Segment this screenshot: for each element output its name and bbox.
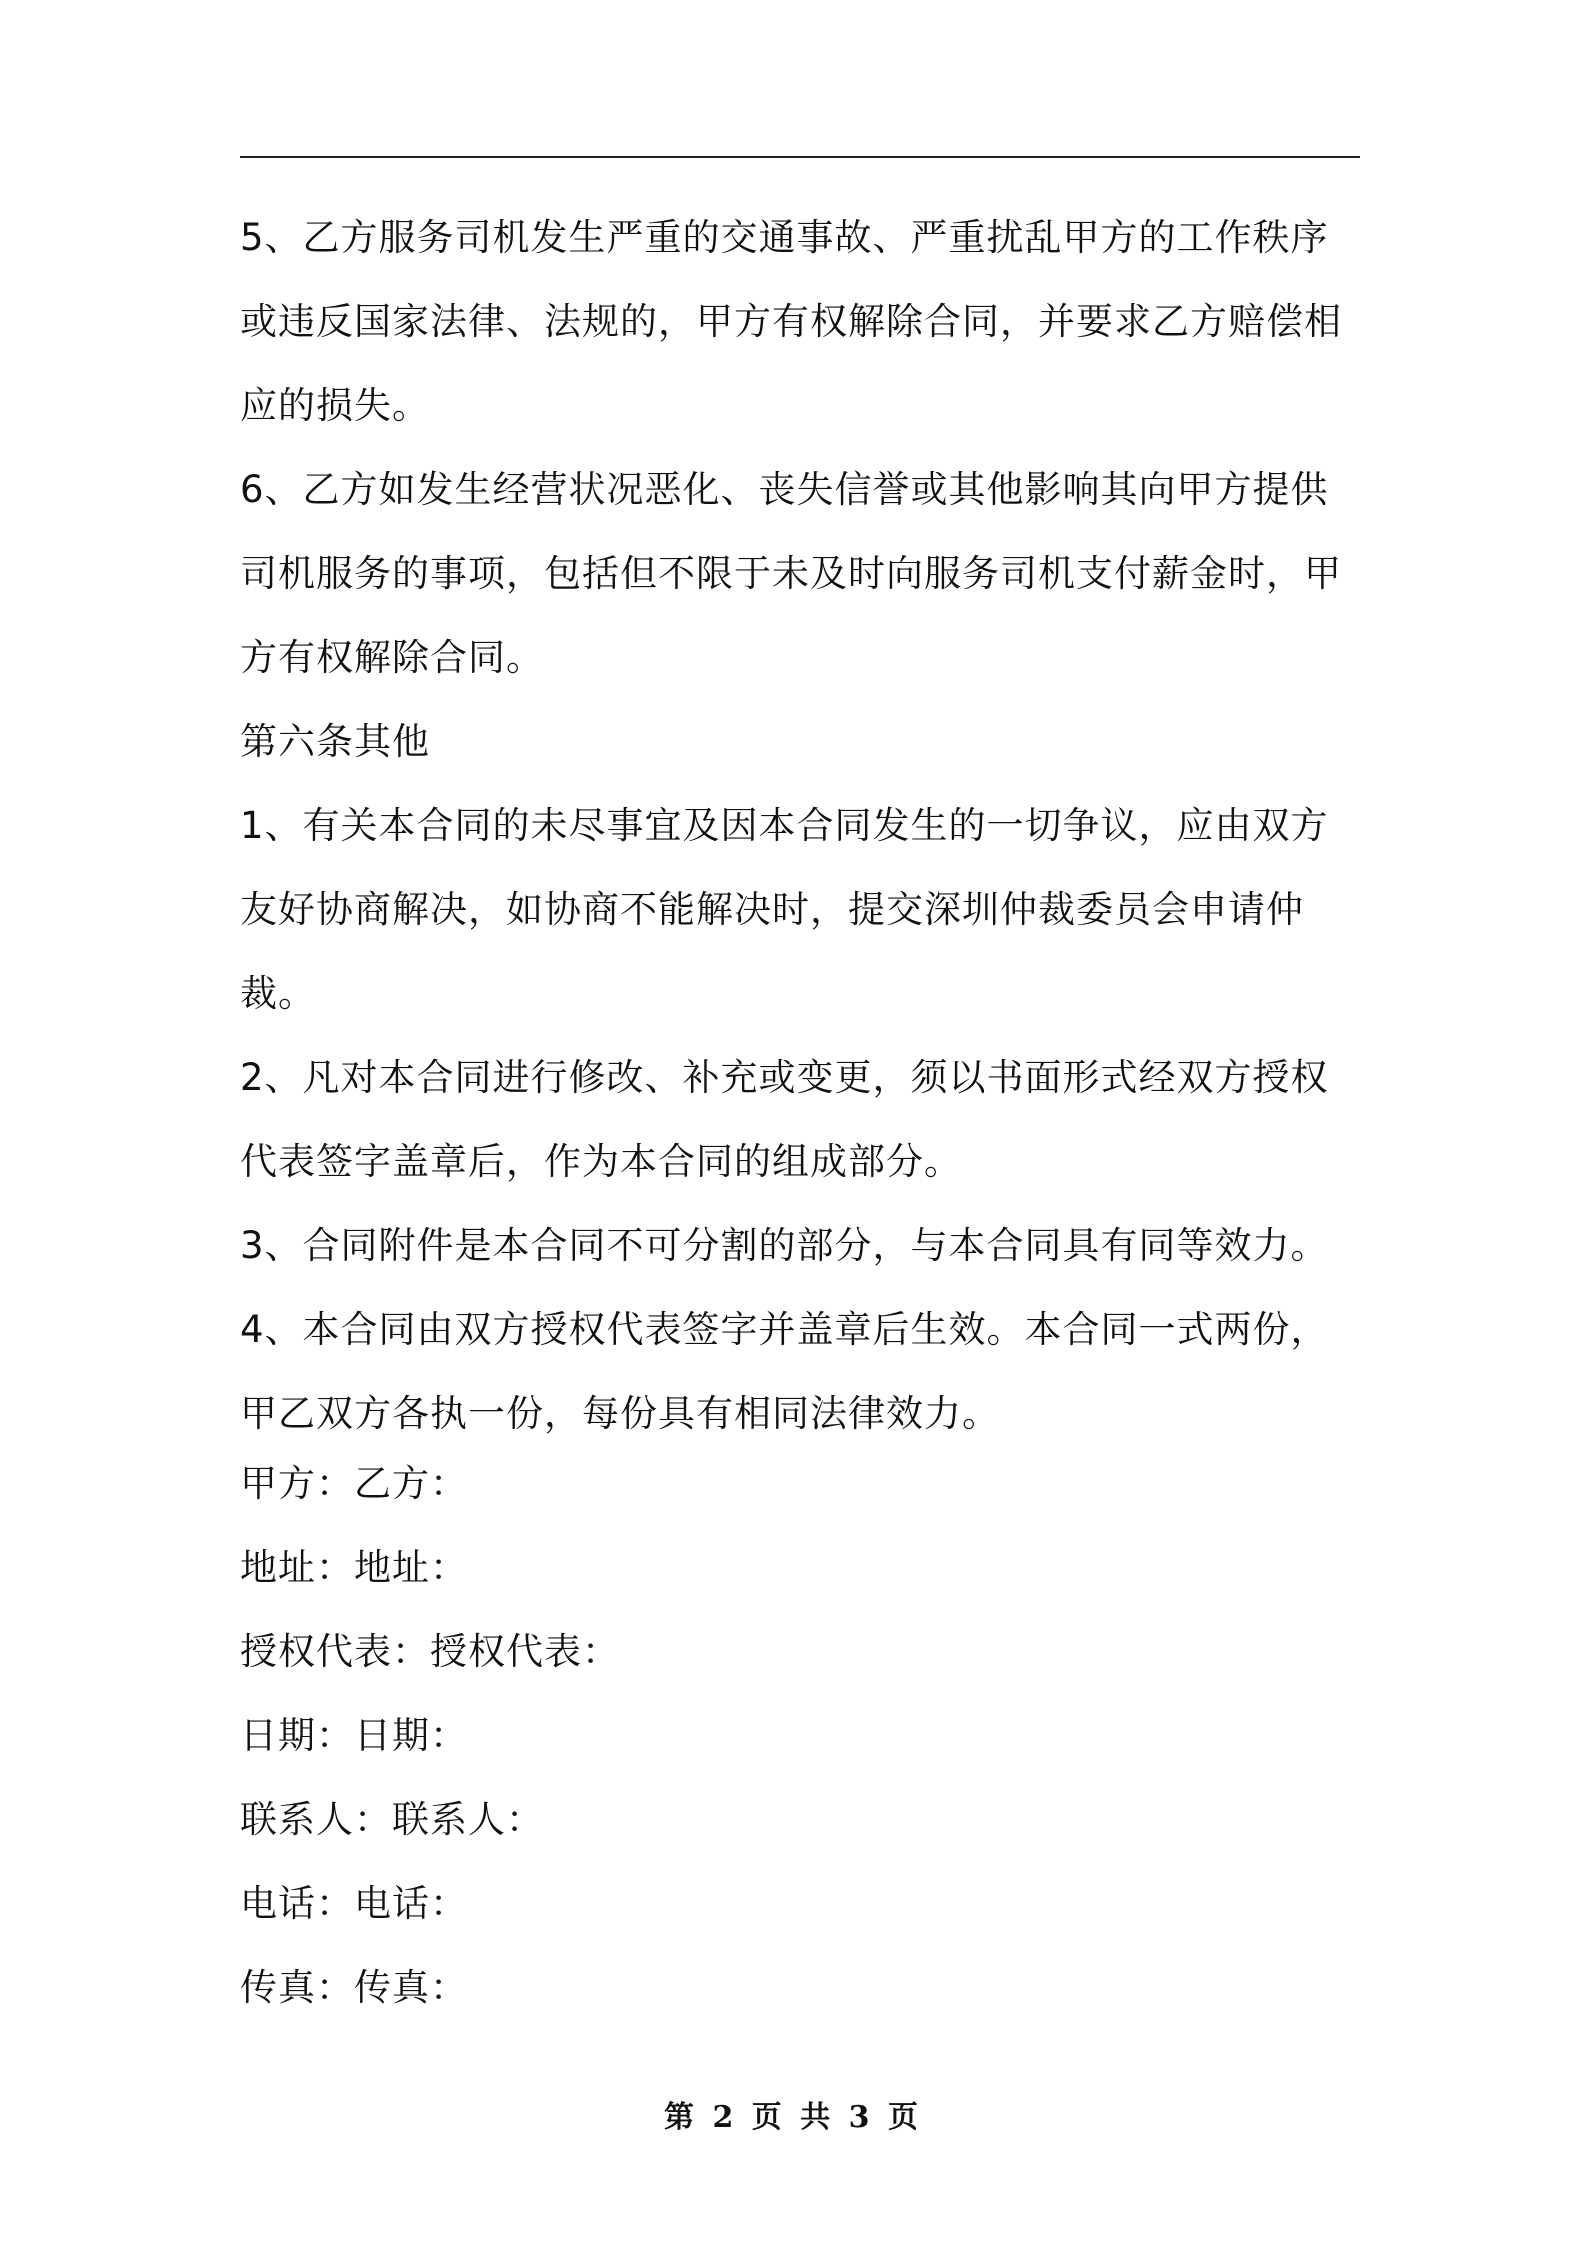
signature-line-representative: 授权代表：授权代表： (240, 1630, 620, 1673)
clause-6-breach-operations: 6、乙方如发生经营状况恶化、丧失信誉或其他影响其向甲方提供司机服务的事项，包括但不限于未及时向服务司机支付薪金时，甲方有权解除合同。 (240, 468, 1342, 679)
page-number: 第 2 页 共 3 页 (664, 2100, 922, 2135)
signature-line-contact: 联系人：联系人： (240, 1798, 544, 1841)
clause-2-amendments: 2、凡对本合同进行修改、补充或变更，须以书面形式经双方授权代表签字盖章后，作为本合同的组成部分。 (240, 1056, 1329, 1183)
clause-5-breach-driver: 5、乙方服务司机发生严重的交通事故、严重扰乱甲方的工作秩序或违反国家法律、法规的，甲方有权解除合同，并要求乙方赔偿相应的损失。 (240, 216, 1342, 427)
clause-4-effectiveness: 4、本合同由双方授权代表签字并盖章后生效。本合同一式两份，甲乙双方各执一份，每份具有相同法律效力。 (240, 1308, 1329, 1435)
clause-1-disputes: 1、有关本合同的未尽事宜及因本合同发生的一切争议，应由双方友好协商解决，如协商不能解决时，提交深圳仲裁委员会申请仲裁。 (240, 804, 1329, 1015)
clause-3-attachments: 3、合同附件是本合同不可分割的部分，与本合同具有同等效力。 (240, 1224, 1329, 1267)
contract-body (240, 196, 1360, 1456)
signature-block (240, 1442, 1360, 2030)
signature-line-date: 日期：日期： (240, 1714, 468, 1757)
signature-line-parties: 甲方：乙方： (240, 1462, 468, 1505)
signature-line-address: 地址：地址： (240, 1546, 468, 1589)
signature-line-phone: 电话：电话： (240, 1882, 468, 1925)
signature-line-fax: 传真：传真： (240, 1966, 468, 2009)
article-six-heading: 第六条其他 (240, 720, 430, 763)
header-divider (240, 156, 1360, 158)
